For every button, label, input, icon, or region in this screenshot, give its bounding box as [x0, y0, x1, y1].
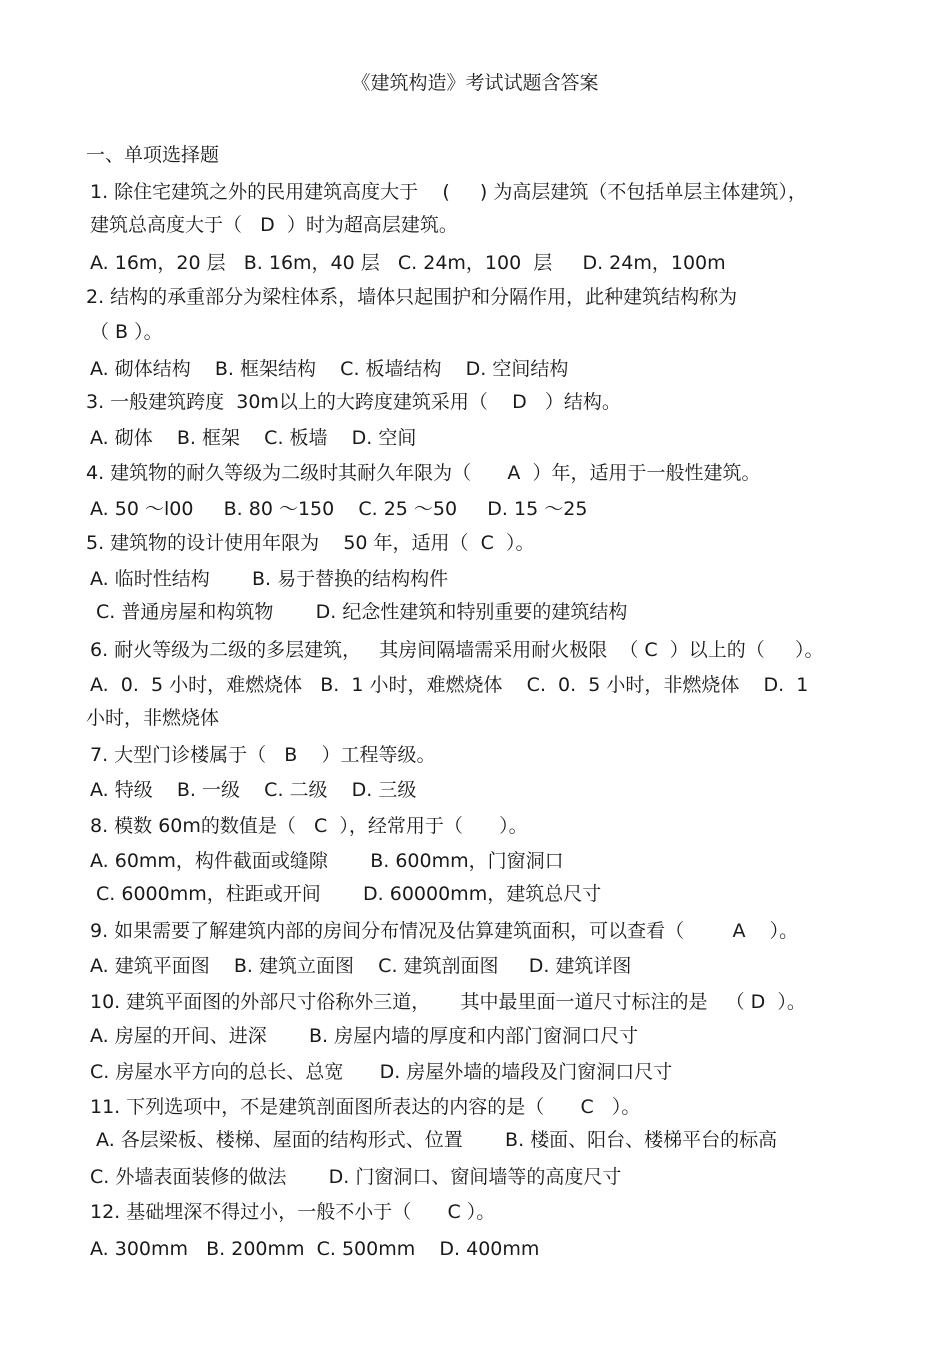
question-12-options: A. 300mm B. 200mm C. 500mm D. 400mm — [90, 1238, 540, 1260]
question-2-options: A. 砌体结构 B. 框架结构 C. 板墙结构 D. 空间结构 — [90, 358, 569, 380]
question-3-options: A. 砌体 B. 框架 C. 板墙 D. 空间 — [90, 427, 417, 449]
document-title: 《建筑构造》考试试题含答案 — [351, 72, 599, 94]
question-11-options-line-1: A. 各层梁板、楼梯、屋面的结构形式、位置 B. 楼面、阳台、楼梯平台的标高 — [90, 1129, 778, 1151]
question-11: 11. 下列选项中，不是建筑剖面图所表达的内容的是（ C ）。 — [90, 1096, 641, 1118]
question-2-line-2: （ B ）。 — [90, 321, 163, 343]
question-7: 7. 大型门诊楼属于（ B ）工程等级。 — [90, 744, 436, 766]
question-1-line-2: 建筑总高度大于（ D ）时为超高层建筑。 — [90, 214, 458, 236]
question-7-options: A. 特级 B. 一级 C. 二级 D. 三级 — [90, 779, 417, 801]
question-8-options-line-1: A. 60mm，构件截面或缝隙 B. 600mm，门窗洞口 — [90, 850, 564, 872]
question-5-options-line-1: A. 临时性结构 B. 易于替换的结构构件 — [90, 568, 449, 590]
question-10-options-line-1: A. 房屋的开间、进深 B. 房屋内墙的厚度和内部门窗洞口尺寸 — [90, 1025, 639, 1047]
question-3: 3. 一般建筑跨度 30m以上的大跨度建筑采用（ D ）结构。 — [86, 391, 621, 413]
question-6: 6. 耐火等级为二级的多层建筑， 其房间隔墙需采用耐火极限 （ C ）以上的（ ）。 — [90, 639, 824, 661]
question-12: 12. 基础埋深不得过小，一般不小于（ C ）。 — [90, 1201, 496, 1223]
question-9-options: A. 建筑平面图 B. 建筑立面图 C. 建筑剖面图 D. 建筑详图 — [90, 955, 632, 977]
question-6-options-line-2: 小时，非燃烧体 — [86, 707, 220, 729]
question-6-options-line-1: A. 0. 5 小时，难燃烧体 B. 1 小时，难燃烧体 C. 0. 5 小时，非燃烧体 D. 1 — [90, 674, 809, 696]
question-1-options: A. 16m，20 层 B. 16m，40 层 C. 24m，100 层 D. 24m，100m — [90, 252, 726, 274]
question-5: 5. 建筑物的设计使用年限为 50 年，适用（ C ）。 — [86, 532, 535, 554]
question-1-line-1: 1. 除住宅建筑之外的民用建筑高度大于 ( ) 为高层建筑（不包括单层主体建筑）， — [90, 181, 807, 203]
question-10: 10. 建筑平面图的外部尺寸俗称外三道， 其中最里面一道尺寸标注的是 （ D ）。 — [90, 991, 806, 1013]
question-11-options-line-2: C. 外墙表面装修的做法 D. 门窗洞口、窗间墙等的高度尺寸 — [90, 1166, 622, 1188]
question-4-options: A. 50 ～l00 B. 80 ～150 C. 25 ～50 D. 15 ～25 — [90, 498, 588, 520]
question-10-options-line-2: C. 房屋水平方向的总长、总宽 D. 房屋外墙的墙段及门窗洞口尺寸 — [90, 1061, 673, 1083]
question-4: 4. 建筑物的耐久等级为二级时其耐久年限为（ A ）年，适用于一般性建筑。 — [86, 462, 761, 484]
question-8-options-line-2: C. 6000mm，柱距或开间 D. 60000mm，建筑总尺寸 — [90, 883, 602, 905]
question-5-options-line-2: C. 普通房屋和构筑物 D. 纪念性建筑和特别重要的建筑结构 — [90, 601, 628, 623]
question-9: 9. 如果需要了解建筑内部的房间分布情况及估算建筑面积，可以查看（ A ）。 — [90, 920, 799, 942]
question-8: 8. 模数 60m的数值是（ C ），经常用于（ ）。 — [90, 815, 528, 837]
question-2-line-1: 2. 结构的承重部分为梁柱体系，墙体只起围护和分隔作用，此种建筑结构称为 — [86, 286, 738, 308]
section-heading: 一、单项选择题 — [86, 144, 220, 166]
